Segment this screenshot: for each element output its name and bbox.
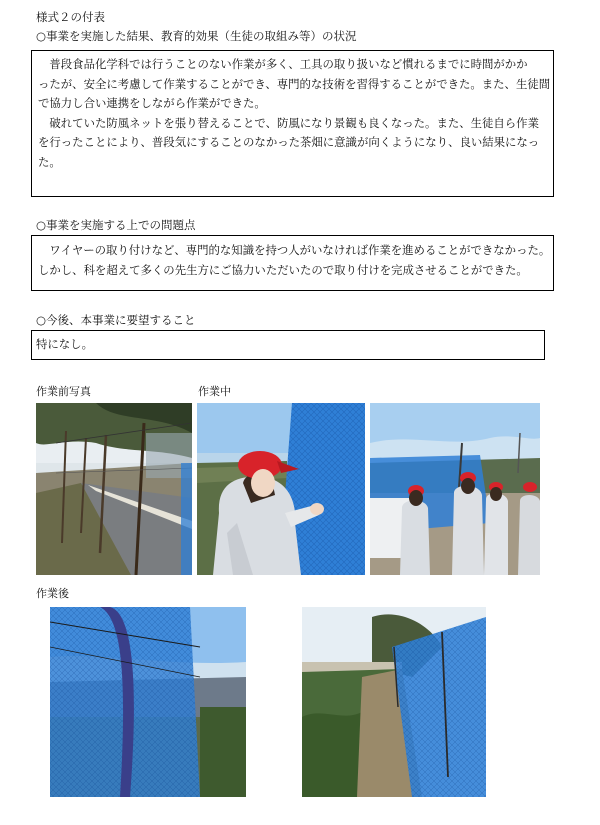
results-line: た。	[38, 154, 61, 169]
section-heading-requests: ○今後、本事業に要望すること	[36, 313, 196, 327]
results-line: を行ったことにより、普段気にすることのなかった茶畑に意識が向くようになり、良い結果になっ	[38, 135, 540, 149]
problems-line: ワイヤーの取り付けなど、専門的な知識を持つ人がいなければ作業を進めることができなかった。	[38, 243, 551, 257]
problems-line: しかし、科を超えて多くの先生方にご協力いただいたので取り付けを完成させることができた。	[38, 262, 528, 277]
results-text-box	[31, 50, 554, 197]
section-heading-results: ○事業を実施した結果、教育的効果（生徒の取組み等）の状況	[36, 29, 357, 43]
caption-before: 作業前写真	[36, 385, 91, 398]
results-line: ったが、安全に考慮して作業することができ、専門的な技術を習得することができた。また、生徒間	[38, 76, 551, 91]
photo-before-work	[36, 403, 192, 575]
results-line: 破れていた防風ネットを張り替えることで、防風になり景観も良くなった。また、生徒自ら作業	[38, 115, 539, 130]
photo-after-work-2	[302, 607, 486, 797]
photo-during-work-2	[370, 403, 540, 575]
photo-during-work-1	[197, 403, 365, 575]
requests-line: 特になし。	[36, 337, 93, 351]
caption-during: 作業中	[198, 385, 231, 398]
section-heading-problems: ○事業を実施する上での問題点	[36, 218, 196, 232]
results-line: 普段食品化学科では行うことのない作業が多く、工具の取り扱いなど慣れるまでに時間がかか	[38, 57, 528, 71]
problems-text-box	[31, 235, 554, 291]
caption-after: 作業後	[36, 587, 69, 600]
results-line: で協力し合い連携をしながら作業ができた。	[38, 96, 266, 110]
photo-after-work-1	[50, 607, 246, 797]
form-title: 様式２の付表	[36, 10, 105, 24]
requests-text-box	[31, 330, 545, 360]
